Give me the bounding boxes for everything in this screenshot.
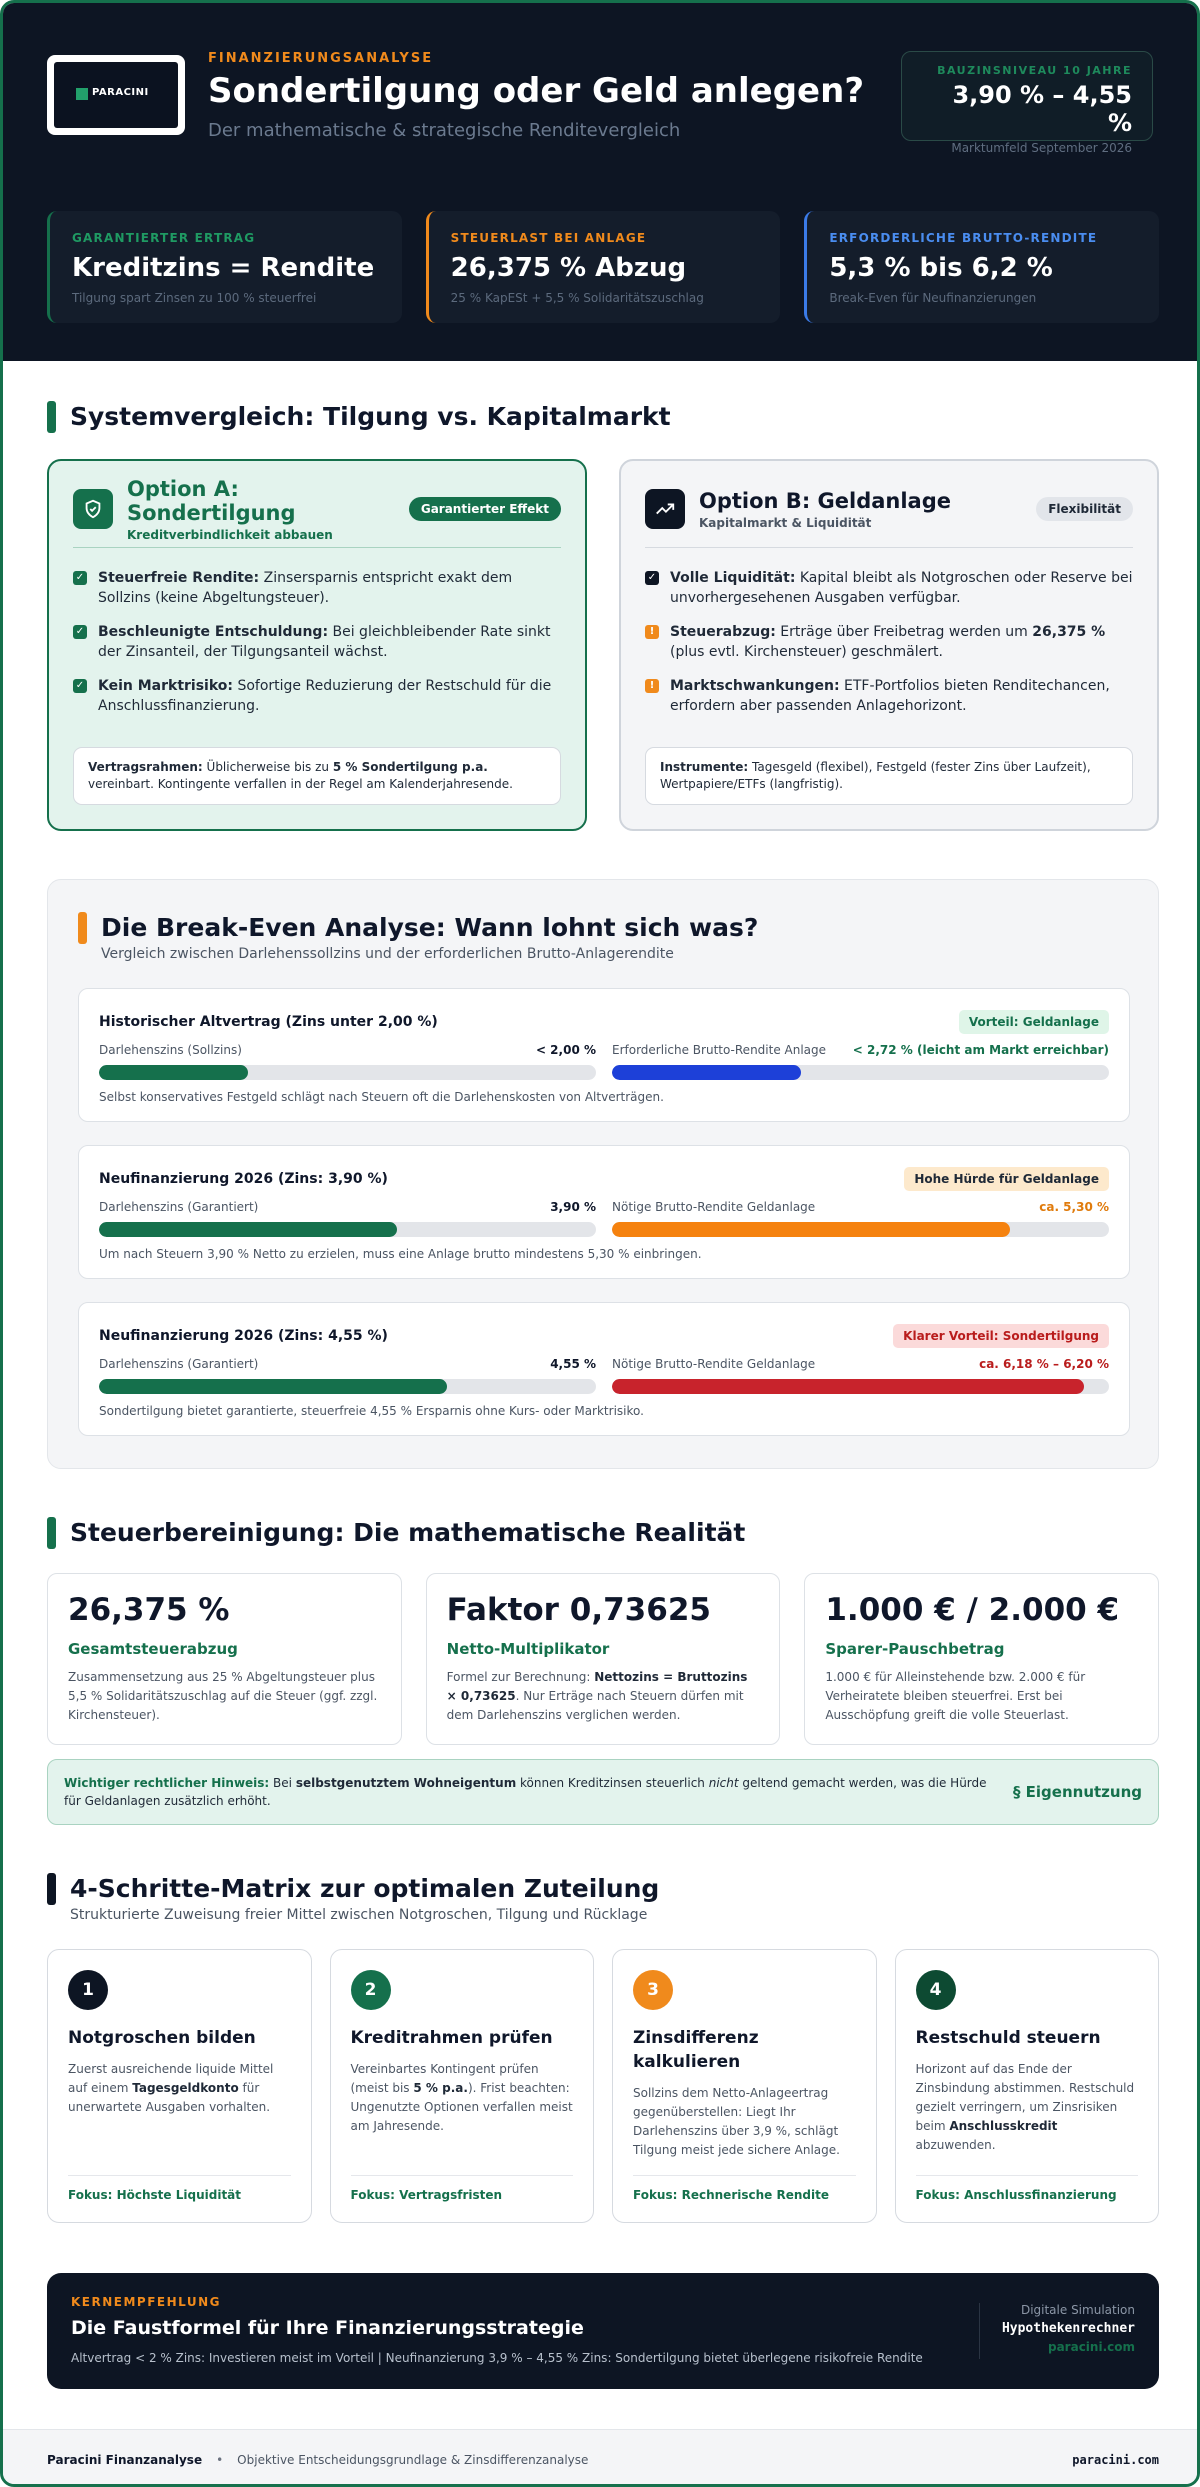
kpi-value: 26,375 % Abzug — [450, 253, 687, 283]
step-desc: Vereinbartes Kontingent prüfen (meist bis 5 % p.a.). Frist beachten: Ungenutzte Optionen verfallen meist am Jahresende. — [350, 2062, 573, 2133]
option-title: Option A: Sondertilgung — [127, 476, 296, 525]
tax-label: Gesamtsteuerabzug — [68, 1640, 238, 1658]
required-return-bar — [612, 1379, 1084, 1394]
divider — [645, 547, 1133, 548]
bar-label: Darlehenszins (Garantiert) — [99, 1200, 259, 1214]
section-accent-bar — [47, 1517, 56, 1549]
bar-label: Nötige Brutto-Rendite Geldanlage — [612, 1357, 816, 1371]
breakeven-verdict-badge: Vorteil: Geldanlage — [959, 1010, 1109, 1034]
kpi-label: STEUERLAST BEI ANLAGE — [450, 231, 647, 245]
option-a-card — [47, 459, 587, 831]
step-title: Zinsdifferenz kalkulieren — [633, 2028, 759, 2072]
tax-desc: 1.000 € für Alleinstehende bzw. 2.000 € für Verheiratete bleiben steuerfrei. Erst bei Ausschöpfung greift die volle Steuerlast. — [825, 1670, 1086, 1722]
step-desc: Horizont auf das Ende der Zinsbindung abstimmen. Restschuld gezielt verringern, um Zinsrisiken beim Anschlusskredit abzuwenden. — [915, 2062, 1135, 2152]
breakeven-card-title: Historischer Altvertrag (Zins unter 2,00 %) — [99, 1014, 438, 1030]
check-icon: ✓ — [645, 571, 659, 585]
kpi-label: ERFORDERLICHE BRUTTO-RENDITE — [829, 231, 1098, 245]
section-accent-bar — [78, 912, 87, 944]
kpi-note: Break-Even für Neufinanzierungen — [829, 291, 1037, 305]
bar-track — [612, 1065, 1109, 1080]
footer-separator: • — [216, 2453, 224, 2467]
tax-value: Faktor 0,73625 — [446, 1592, 711, 1628]
bar-value: ca. 5,30 % — [1039, 1200, 1109, 1214]
bar-label: Darlehenszins (Sollzins) — [99, 1043, 242, 1057]
kpi-note: Tilgung spart Zinsen zu 100 % steuerfrei — [72, 291, 317, 305]
kpi-card — [47, 211, 402, 323]
required-return-bar — [612, 1222, 1010, 1237]
breakeven-verdict-badge: Klarer Vorteil: Sondertilgung — [893, 1324, 1109, 1348]
list-item: ✓ Volle Liquidität: Kapital bleibt als Notgroschen oder Reserve bei unvorhergesehenen Ausgaben verfügbar. — [645, 568, 1133, 608]
page-title: Sondertilgung oder Geld anlegen? — [208, 71, 865, 111]
kpi-card — [426, 211, 781, 323]
check-icon: ✓ — [73, 679, 87, 693]
breakeven-panel — [47, 879, 1159, 1469]
header-eyebrow: FINANZIERUNGSANALYSE — [208, 51, 434, 66]
bar-label: Darlehenszins (Garantiert) — [99, 1357, 259, 1371]
bar-track — [99, 1379, 596, 1394]
option-badge: Garantierter Effekt — [409, 497, 561, 521]
footer-brand: Paracini Finanzanalyse — [47, 2453, 203, 2467]
section-accent-bar — [47, 401, 56, 433]
step-card — [895, 1949, 1160, 2223]
option-footnote: Instrumente: Tagesgeld (flexibel), Festgeld (fester Zins über Laufzeit), Wertpapiere/ETFs (langfristig). — [645, 747, 1133, 805]
tax-card — [804, 1573, 1159, 1745]
calculator-tool: Hypothekenrechner — [1001, 2321, 1135, 2336]
step-focus: Fokus: Anschlussfinanzierung — [916, 2175, 1139, 2202]
tax-desc: Formel zur Berechnung: Nettozins = Bruttozins × 0,73625. Nur Erträge nach Steuern dürfen mit dem Darlehenszins verglichen werden. — [446, 1670, 748, 1722]
check-icon: ✓ — [73, 625, 87, 639]
tax-card — [47, 1573, 402, 1745]
tax-value: 1.000 € / 2.000 € — [825, 1592, 1120, 1628]
section-title: 4-Schritte-Matrix zur optimalen Zuteilung — [70, 1874, 660, 1903]
header — [3, 3, 1197, 361]
option-title: Option B: Geldanlage — [699, 488, 951, 513]
legal-hint-badge: § Eigennutzung — [1012, 1783, 1142, 1801]
tax-label: Netto-Multiplikator — [446, 1640, 610, 1658]
kpi-value: Kreditzins = Rendite — [72, 253, 375, 283]
section-title: Systemvergleich: Tilgung vs. Kapitalmarkt — [70, 402, 671, 431]
rate-box — [901, 51, 1153, 155]
kpi-note: 25 % KapESt + 5,5 % Solidaritätszuschlag — [450, 291, 704, 305]
kpi-label: GARANTIERTER ERTRAG — [72, 231, 256, 245]
footer — [3, 2429, 1200, 2487]
step-desc: Sollzins dem Netto-Anlageertrag gegenüberstellen: Liegt Ihr Darlehenszins über 3,9 %, schlägt Tilgung meist jede sichere Anlage. — [633, 2086, 840, 2157]
breakeven-card-title: Neufinanzierung 2026 (Zins: 3,90 %) — [99, 1171, 388, 1187]
step-focus: Fokus: Rechnerische Rendite — [633, 2175, 856, 2202]
bar-value: ca. 6,18 % – 6,20 % — [979, 1357, 1109, 1371]
kpi-row — [47, 211, 1159, 323]
bar-label: Erforderliche Brutto-Rendite Anlage — [612, 1043, 827, 1057]
breakeven-card — [78, 1302, 1130, 1436]
step-number: 1 — [68, 1970, 108, 2010]
step-focus: Fokus: Vertragsfristen — [351, 2175, 574, 2202]
tax-desc: Zusammensetzung aus 25 % Abgeltungsteuer plus 5,5 % Solidaritätszuschlag auf die Steuer (ggf. zzgl. Kirchensteuer). — [68, 1670, 378, 1722]
section-system-header — [47, 401, 671, 433]
check-icon: ✓ — [73, 571, 87, 585]
tax-value: 26,375 % — [68, 1592, 230, 1628]
list-item: ! Marktschwankungen: ETF-Portfolios bieten Renditechancen, erfordern aber passenden Anlagehorizont. — [645, 676, 1133, 716]
kpi-card — [804, 211, 1159, 323]
bar-track — [99, 1065, 596, 1080]
recommendation-text: Altvertrag < 2 % Zins: Investieren meist im Vorteil | Neufinanzierung 3,9 % – 4,55 % Zins: Sondertilgung bietet überlegene risikofreie Rendite — [71, 2351, 923, 2365]
list-item: ! Steuerabzug: Erträge über Freibetrag werden um 26,375 % (plus evtl. Kirchensteuer) geschmälert. — [645, 622, 1133, 662]
tax-card — [426, 1573, 781, 1745]
bar-track — [99, 1222, 596, 1237]
tax-label: Sparer-Pauschbetrag — [825, 1640, 1005, 1658]
breakeven-header — [78, 912, 758, 962]
section-accent-bar — [47, 1873, 56, 1905]
loan-rate-bar — [99, 1379, 447, 1394]
step-number: 3 — [633, 1970, 673, 2010]
warning-icon: ! — [645, 625, 659, 639]
section-title: Die Break-Even Analyse: Wann lohnt sich was? — [101, 913, 759, 942]
footer-text: Objektive Entscheidungsgrundlage & Zinsdifferenzanalyse — [237, 2453, 589, 2467]
rate-note: Marktumfeld September 2026 — [951, 141, 1132, 155]
step-title: Notgroschen bilden — [68, 2028, 256, 2048]
trending-up-icon — [645, 489, 685, 529]
recommendation-eyebrow: KERNEMPFEHLUNG — [71, 2295, 222, 2309]
breakeven-card — [78, 1145, 1130, 1279]
step-number: 2 — [351, 1970, 391, 2010]
step-card — [47, 1949, 312, 2223]
option-footnote: Vertragsrahmen: Üblicherweise bis zu 5 % Sondertilgung p.a. vereinbart. Kontingente verfallen in der Regel am Kalenderjahresende. — [73, 747, 561, 805]
step-card — [612, 1949, 877, 2223]
bar-track — [612, 1222, 1109, 1237]
calculator-url[interactable]: paracini.com — [1047, 2340, 1135, 2354]
steps-row — [47, 1949, 1159, 2223]
list-item: ✓ Kein Marktrisiko: Sofortige Reduzierung der Restschuld für die Anschlussfinanzierung. — [73, 676, 561, 716]
list-item: ✓ Beschleunigte Entschuldung: Bei gleichbleibender Rate sinkt der Zinsanteil, der Tilgungsanteil wächst. — [73, 622, 561, 662]
required-return-bar — [612, 1065, 801, 1080]
step-number: 4 — [916, 1970, 956, 2010]
warning-icon: ! — [645, 679, 659, 693]
breakeven-note: Selbst konservatives Festgeld schlägt nach Steuern oft die Darlehenskosten von Altverträgen. — [99, 1090, 664, 1104]
recommendation-panel — [47, 2273, 1159, 2389]
logo-mark-icon — [76, 88, 88, 100]
option-b-card — [619, 459, 1159, 831]
shield-check-icon — [73, 489, 113, 529]
section-tax-header — [47, 1517, 745, 1549]
bar-value: < 2,00 % — [535, 1043, 596, 1057]
logo — [47, 55, 185, 135]
bar-value: 4,55 % — [550, 1357, 596, 1371]
kpi-value: 5,3 % bis 6,2 % — [829, 253, 1053, 283]
calculator-link[interactable] — [979, 2303, 1135, 2359]
tax-cards — [47, 1573, 1159, 1745]
step-focus: Fokus: Höchste Liquidität — [68, 2175, 291, 2202]
step-title: Restschuld steuern — [915, 2028, 1101, 2048]
bar-label: Nötige Brutto-Rendite Geldanlage — [612, 1200, 816, 1214]
breakeven-card — [78, 988, 1130, 1122]
page-subtitle: Der mathematische & strategische Renditevergleich — [208, 120, 681, 141]
list-item: ✓ Steuerfreie Rendite: Zinsersparnis entspricht exakt dem Sollzins (keine Abgeltungsteuer). — [73, 568, 561, 608]
bar-value: < 2,72 % (leicht am Markt erreichbar) — [852, 1043, 1109, 1057]
breakeven-card-title: Neufinanzierung 2026 (Zins: 4,55 %) — [99, 1328, 388, 1344]
legal-hint-text: Wichtiger rechtlicher Hinweis: Bei selbstgenutztem Wohneigentum können Kreditzinsen steuerlich nicht geltend gemacht werden, was die Hürde für Geldanlagen zusätzlich erhöht. — [64, 1776, 987, 1808]
option-subtitle: Kapitalmarkt & Liquidität — [699, 515, 872, 530]
rate-value: 3,90 % – 4,55 % — [952, 81, 1132, 137]
breakeven-note: Um nach Steuern 3,90 % Netto zu erzielen, muss eine Anlage brutto mindestens 5,30 % einbringen. — [99, 1247, 702, 1261]
section-subtitle: Vergleich zwischen Darlehenssollzins und der erforderlichen Brutto-Anlagerendite — [101, 946, 674, 962]
loan-rate-bar — [99, 1065, 248, 1080]
footer-url[interactable]: paracini.com — [1072, 2453, 1159, 2467]
option-subtitle: Kreditverbindlichkeit abbauen — [127, 527, 333, 542]
option-badge: Flexibilität — [1036, 497, 1133, 521]
step-card — [330, 1949, 595, 2223]
logo-text: PARACINI — [92, 87, 149, 98]
loan-rate-bar — [99, 1222, 397, 1237]
step-title: Kreditrahmen prüfen — [350, 2028, 553, 2048]
section-subtitle: Strukturierte Zuweisung freier Mittel zwischen Notgroschen, Tilgung und Rücklage — [70, 1907, 648, 1923]
breakeven-note: Sondertilgung bietet garantierte, steuerfreie 4,55 % Ersparnis ohne Kurs- oder Marktrisiko. — [99, 1404, 644, 1418]
rate-label: BAUZINSNIVEAU 10 JAHRE — [937, 64, 1132, 77]
step-desc: Zuerst ausreichende liquide Mittel auf einem Tagesgeldkonto für unerwartete Ausgaben vorhalten. — [68, 2062, 274, 2114]
bar-track — [612, 1379, 1109, 1394]
legal-hint — [47, 1759, 1159, 1825]
calculator-label: Digitale Simulation — [1020, 2303, 1135, 2317]
section-matrix-header — [47, 1873, 659, 1923]
breakeven-verdict-badge: Hohe Hürde für Geldanlage — [904, 1167, 1109, 1191]
recommendation-title: Die Faustformel für Ihre Finanzierungsstrategie — [71, 2317, 584, 2339]
bar-value: 3,90 % — [550, 1200, 596, 1214]
divider — [73, 547, 561, 548]
section-title: Steuerbereinigung: Die mathematische Realität — [70, 1518, 746, 1547]
